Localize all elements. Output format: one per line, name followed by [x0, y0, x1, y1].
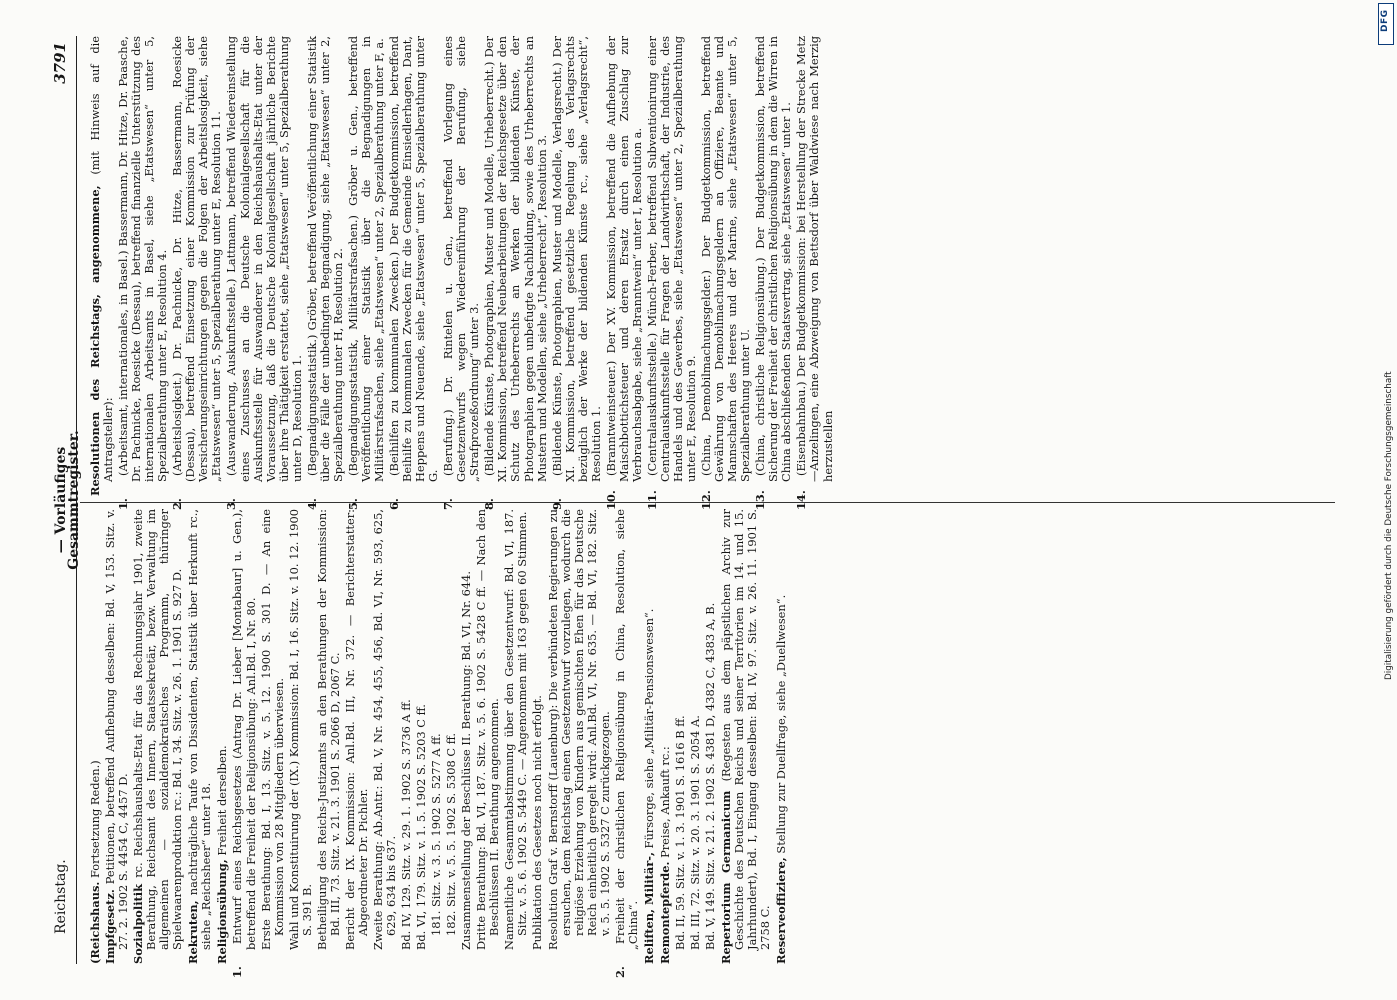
entry-text: Bd. IV, 129. Sitz. v. 29. 1. 1902 S. 3736 A ff. — [399, 699, 414, 950]
entry-text: (Beihilfen zu kommunalen Zwecken.) Der Budgetkommission, betreffend Beihilfe zu kommunalen Zwecken für die Gemeinde Einsiedlerhagen, Dant, Heppens und Neuende, siehe „Etatswesen“ unter 5, Spezialberathung unter G. — [387, 36, 441, 482]
entry-text: Resolution Graf v. Bernstorff (Lauenburg): Die verbündeten Regierungen zu ersuchen, dem Reichstag einen Gesetzentwurf vorzulegen, wodurch die religiöse Erziehung von Kindern aus gemischten Ehen für das Deutsche Reich einheitlich geregelt wird: Anl.Bd. VI, Nr. 635. — Bd. VI, 182. Sitz. v. 5. 5. 1902 S. 5327 C zurückgezogen. — [545, 509, 612, 950]
dfg-logo-text: DFG — [1380, 9, 1390, 32]
entry-number: 5. — [345, 498, 360, 510]
header-left: Reichstag. — [53, 859, 69, 934]
register-entry — [441, 36, 482, 510]
entry-number: 14. — [794, 490, 809, 510]
entry-number: 2. — [612, 966, 627, 978]
entry-keyword: Resolutionen des Reichstags, angenommene, — [88, 185, 102, 496]
entry-text: 181. Sitz. v. 3. 5. 1902 S. 5277 A ff. — [429, 733, 444, 936]
entry-number: 1. — [230, 966, 245, 978]
register-entry — [659, 509, 672, 964]
register-entry — [116, 36, 170, 510]
register-entry — [430, 509, 443, 964]
register-entry — [644, 36, 699, 510]
register-entry — [304, 36, 345, 510]
register-entry — [612, 509, 640, 978]
register-entry — [549, 36, 603, 510]
entry-text: Erste Berathung: Bd. I, 13. Sitz. v. 5. 12. 1900 S. 301 D. — An eine Kommission von 28 Mitgliedern überwiesen. — [258, 509, 286, 950]
entry-text: Fortsetzung Reden.) — [88, 760, 102, 878]
register-entry — [170, 36, 224, 510]
header-title: — Vorläufiges Gesammtregister. — [53, 430, 83, 570]
entry-number: 2. — [170, 498, 185, 510]
entry-keyword: Reliften, Militär-, — [641, 852, 656, 964]
register-entry — [720, 509, 772, 964]
register-entry — [89, 36, 115, 496]
register-entry — [547, 509, 612, 964]
register-entry — [387, 36, 441, 510]
register-entry — [531, 509, 544, 964]
entry-text: Petitionen, betreffend Aufhebung desselben: Bd. V, 153. Sitz. v. 27. 2. 1902 S. 4454 C, 4457 D. — [103, 509, 131, 950]
register-entry — [460, 509, 473, 964]
entry-text: Freiheit der christlichen Religionsübung in China, Resolution, siehe „China“. — [612, 509, 640, 950]
entry-text: (Arbeitslosigkeit.) Dr. Pachnicke, Dr. Hitze, Bassermann, Roesicke (Dessau), betreffend Einsetzung einer Kommission zur Prüfung der Versicherungseinrichtungen gegen die Folgen der Arbeitslosigkeit, siehe „Etatswesen“ unter 5, Spezialberathung unter E, Resolution 11. — [170, 36, 224, 482]
register-entry — [794, 36, 835, 510]
register-entry — [475, 509, 501, 964]
register-entry — [288, 509, 314, 964]
entry-text: Bd. II, 59. Sitz. v. 1. 3. 1901 S. 1616 B ff. — [672, 715, 687, 950]
entry-text: (Bildende Künste, Photographien, Muster und Modelle, Verlagsrecht.) Der XI. Kommission, betreffend gesetzliche Regelung des Verlagsrechts bezüglich der Werke der bildenden Künste rc., siehe „Verlagsrecht“, Resolution 1. — [549, 36, 603, 482]
entry-text: (Branntweinsteuer.) Der XV. Kommission, betreffend die Aufhebung der Maischbottichsteuer und deren Ersatz durch einen Zuschlag zur Verbrauchsabgabe, siehe „Branntwein“ unter I, Resolution a. — [603, 36, 644, 482]
page-number: 3791 — [51, 42, 69, 84]
entry-number: 4. — [304, 498, 319, 510]
register-entry — [674, 509, 687, 964]
register-entry — [316, 509, 342, 964]
entry-text: nachträgliche Taufe von Dissidenten, Statistik über Herkunft rc., siehe „Reichsheer“ unter 18. — [186, 509, 214, 950]
right-column — [86, 35, 1331, 510]
entry-text: Bericht der IX. Kommission: Anl.Bd. III, Nr. 372. — Berichterstatter: Abgeordneter Dr. Pichler. — [342, 509, 370, 950]
register-entry — [445, 509, 458, 964]
entry-keyword: Repertorium Germanicum — [719, 790, 734, 964]
entry-number: 7. — [441, 498, 456, 510]
rotated-document-page — [51, 35, 1352, 978]
entry-number: 13. — [753, 490, 768, 510]
entry-text: (Begnadigungsstatistik, Militärstrafsachen.) Gröber u. Gen., betreffend Veröffentlichung einer Statistik über die Begnadigungen in Militärstrafsachen, siehe „Etatswesen“ unter 2, Spezialberathung unter F, a. — [345, 36, 386, 482]
entry-keyword: Remontepferde. — [657, 861, 672, 964]
entry-keyword: Sozialpolitik — [131, 883, 146, 964]
entry-text: (Centralauskunftsstelle.) Münch-Ferber, betreffend Subventionirung einer Centralauskunftsstelle für Fragen der Landwirthschaft, der Industrie, des Handels und des Gewerbes, siehe „Etatswesen“ unter 2, Spezialberathung unter E, Resolution 9. — [644, 36, 699, 482]
entry-text: Bd. III, 72. Sitz. v. 20. 3. 1901 S. 2054 A. — [687, 715, 702, 950]
entry-text: Freiheit derselben. — [215, 745, 230, 856]
entry-number: 11. — [644, 490, 659, 510]
register-entry — [89, 509, 102, 964]
register-entry — [689, 509, 702, 964]
entry-text: Entwurf eines Reichsgesetzes (Antrag Dr. Lieber [Montabaur] u. Gen.), betreffend die Freiheit der Religionsübung: Anl.Bd. I, Nr. 80. — [230, 509, 258, 950]
dfg-logo-icon — [1378, 3, 1394, 45]
entry-text: Zweite Berathung: Ab.Antr.: Bd. V, Nr. 454, 455, 456, Bd. VI, Nr. 593, 625, 629, 634 bis 637. — [370, 509, 398, 950]
entry-text: rc. Reichshaushalts-Etat für das Rechnungsjahr 1901, zweite Berathung, Reichsamt des Innern, Staatssekretär, bezw. Verwaltung im allgemeinen — sozialdemokratisches Programm, thüringer Spielwaarenproduktion rc.: Bd. I, 34. Sitz. v. 26. 1. 1901 S. 927 D. — [131, 508, 185, 950]
register-entry — [415, 509, 428, 964]
register-entry — [230, 509, 258, 978]
register-entry — [187, 509, 213, 964]
entry-text: (Bildende Künste, Photographien, Muster und Modelle, Urheberrecht.) Der XI. Kommission, betreffend Neubearbeitungen der Reichsgesetze über den Schutz des Urheberrechts an Werken der bildenden Künste, der Photographien gegen unbefugte Nachbildung, sowie des Urheberrechts an Mustern und Modellen, siehe „Urheberrecht“, Resolution 3. — [482, 36, 549, 482]
entry-text: Publikation des Gesetzes noch nicht erfolgt. — [530, 695, 545, 950]
entry-text: Bd. VI, 179. Sitz. v. 1. 5. 1902 S. 5203 C ff. — [414, 704, 429, 950]
entry-text: (Auswanderung, Auskunftsstelle.) Lattmann, betreffend Wiedereinstellung eines Zuschusses an die Deutsche Kolonialgesellschaft für die Auskunftsstelle für Auswanderer in den Reichshaushalts-Etat unter der Voraussetzung, daß die Deutsche Kolonialgesellschaft jährliche Berichte über ihre Thätigkeit erstattet, siehe „Etatswesen“ unter 5, Spezialberathung unter D, Resolution 1. — [224, 36, 304, 482]
page-header — [51, 36, 83, 964]
register-entry — [603, 36, 644, 510]
entry-prefix: ( — [88, 958, 102, 964]
entry-text: (Regesten aus dem päpstlichen Archiv zur Geschichte des Deutschen Reichs und seiner Territorien im 14. und 15. Jahrhundert), Bd. I, Eingang desselben: Bd. IV, 97. Sitz. v. 26. 11. 1901 S. 2758 C. — [719, 508, 773, 950]
entry-number: 1. — [116, 498, 131, 510]
entry-keyword: Reichshaus. — [88, 881, 102, 959]
register-entry — [400, 509, 413, 964]
entry-number: 12. — [699, 490, 714, 510]
entry-keyword: Reserveoffiziere, — [774, 857, 789, 964]
register-entry — [372, 509, 398, 964]
register-entry — [482, 36, 549, 510]
entry-text: Bd. V, 149. Sitz. v. 21. 2. 1902 S. 4381 D, 4382 C, 4383 A, B. — [703, 602, 718, 950]
register-entry — [643, 509, 656, 964]
register-entry — [699, 36, 753, 510]
entry-text: Preise, Ankauft rc.: — [657, 746, 672, 858]
entry-text: Dritte Berathung: Bd. VI, 187. Sitz. v. 5. 6. 1902 S. 5428 C ff. — Nach den Beschlüssen II. Berathung angenommen. — [474, 509, 502, 950]
entry-text: Fürsorge, siehe „Militär-Pensionswesen“. — [641, 608, 656, 849]
entry-text: Stellung zur Duellfrage, siehe „Duellwesen“. — [774, 594, 789, 854]
entry-number: 6. — [387, 498, 402, 510]
register-entry — [345, 36, 386, 510]
register-entry — [132, 509, 184, 964]
left-column — [86, 508, 1316, 978]
entry-text: Wahl und Konstituirung der (IX.) Kommission: Bd. I, 16. Sitz. v. 10. 12. 1900 S. 391 B. — [286, 509, 314, 950]
entry-text: Betheiligung des Reichs-Justizamts an den Berathungen der Kommission: Bd. III, 73. Sitz. v. 21. 3. 1901 S. 2066 D, 2067 C. — [314, 509, 342, 950]
entry-text: (Eisenbahnbau.) Der Budgetkommission: bei Herstellung der Strecke Metz—Anzelingen, eine Abzweigung von Bettsdorf über Waldwiese nach Merzig herzustellen — [794, 36, 835, 482]
entry-text: (China, Demobilmachungsgelder.) Der Budgetkommission, betreffend Gewährung von Demobilmachungsgeldern an Offiziere, Beamte und Mannschaften des Heeres und der Marine, siehe „Etatswesen“ unter 5, Spezialberathung unter U. — [699, 36, 753, 482]
entry-text: (China, christliche Religionsübung.) Der Budgetkommission, betreffend Sicherung der Freiheit der christlichen Religionsübung in dem die Wirren in China abschließenden Staatsvertrag, siehe „Etatswesen“ unter 1. — [753, 36, 794, 482]
register-entry — [503, 509, 529, 964]
register-entry — [344, 509, 370, 964]
digitization-note: Digitalisierung gefördert durch die Deutsche Forschungsgemeinschaft — [1384, 371, 1394, 680]
register-entry — [224, 36, 304, 510]
register-entry — [775, 509, 788, 964]
entry-text: 182. Sitz. v. 5. 5. 1902 S. 5308 C ff. — [444, 732, 459, 936]
register-entry — [260, 509, 286, 964]
register-entry — [104, 509, 130, 964]
entry-number: 3. — [224, 498, 239, 510]
entry-text: Zusammenstellung der Beschlüsse II. Berathung: Bd. VI, Nr. 644. — [459, 571, 474, 950]
entry-text: (Berufung.) Dr. Rintelen u. Gen., betreffend Vorlegung eines Gesetzentwurfs wegen Wiedereinführung der Berufung, siehe „Strafprozeßordnung“ unter 3. — [441, 36, 482, 482]
entry-text: (Arbeitsamt, internationales, in Basel.) Bassermann, Dr. Hitze, Dr. Paasche, Dr. Pachnicke, Roesicke (Dessau), betreffend finanzielle Unterstützung des internationalen Arbeitsamts in Basel, siehe „Etatswesen“ unter 5, Spezialberathung unter E, Resolution 4. — [116, 36, 170, 482]
register-entry — [704, 509, 717, 964]
entry-keyword: Impfgesetz. — [103, 889, 118, 964]
entry-text: Namentliche Gesammtabstimmung über den Gesetzentwurf: Bd. VI, 187. Sitz. v. 5. 6. 1902 S. 5449 C. — Angenommen mit 163 gegen 60 Stimmen. — [502, 509, 530, 950]
entry-text: (mit Hinweis auf die Antragsteller): — [88, 35, 116, 482]
entry-text: (Begnadigungsstatistik.) Gröber, betreffend Veröffentlichung einer Statistik über die Fälle der unbedingten Begnadigung, siehe „Etatswesen“ unter 2, Spezialberathung unter H, Resolution 2. — [304, 36, 345, 482]
entry-number: 10. — [603, 490, 618, 510]
entry-keyword: Religionsübung, — [215, 859, 230, 964]
entry-number: 9. — [549, 498, 564, 510]
register-entry — [216, 509, 229, 964]
entry-number: 8. — [482, 498, 497, 510]
entry-keyword: Rekruten, — [186, 900, 201, 964]
register-entry — [753, 36, 794, 510]
